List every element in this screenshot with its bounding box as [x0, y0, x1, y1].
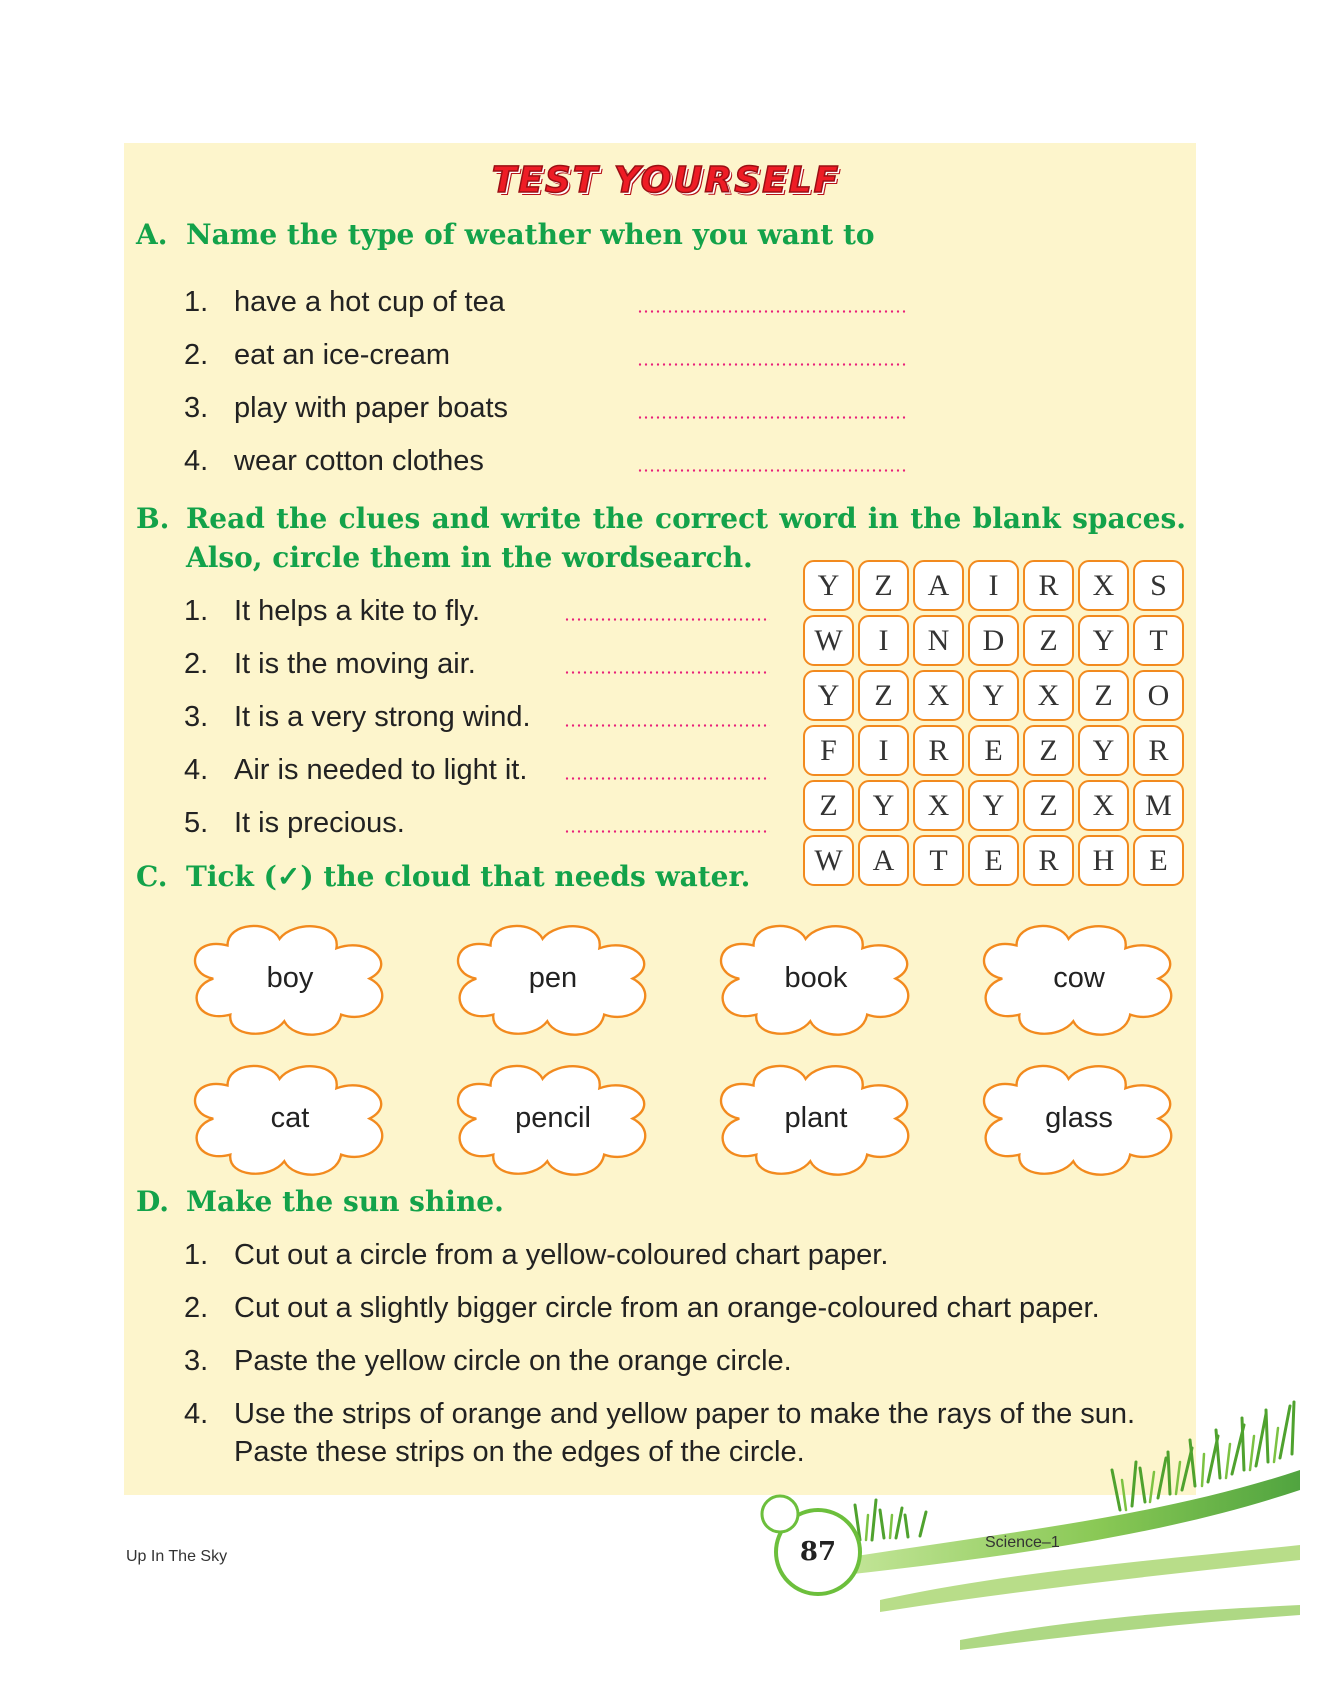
wordsearch-cell[interactable]: R — [913, 725, 964, 776]
section-c-heading-text: Tick (✓) the cloud that needs water. — [186, 860, 751, 893]
section-d-heading-text: Make the sun shine. — [186, 1185, 504, 1218]
cloud-word: glass — [1045, 1101, 1113, 1134]
item-number: 1. — [184, 286, 209, 318]
wordsearch-cell[interactable]: S — [1133, 560, 1184, 611]
item-text: It is precious. — [234, 807, 405, 839]
wordsearch-cell[interactable]: I — [858, 725, 909, 776]
item-number: 3. — [184, 701, 209, 733]
item-text: have a hot cup of tea — [234, 286, 505, 318]
wordsearch-cell[interactable]: A — [913, 560, 964, 611]
cloud-word: cat — [270, 1101, 310, 1134]
wordsearch-cell[interactable]: F — [803, 725, 854, 776]
section-a-letter: A. — [136, 218, 168, 251]
wordsearch-cell[interactable]: E — [968, 835, 1019, 886]
wordsearch-cell[interactable]: Z — [858, 670, 909, 721]
item-number: 5. — [184, 807, 209, 839]
cloud-word: boy — [266, 961, 314, 994]
item-number: 4. — [184, 754, 209, 786]
wordsearch-cell[interactable]: M — [1133, 780, 1184, 831]
wordsearch-cell[interactable]: T — [1133, 615, 1184, 666]
item-text: It is a very strong wind. — [234, 701, 531, 733]
cloud-word: pen — [528, 961, 578, 994]
item-number: 1. — [184, 1239, 209, 1271]
item-number: 2. — [184, 1292, 209, 1324]
wordsearch-cell[interactable]: I — [968, 560, 1019, 611]
wordsearch-cell[interactable]: X — [913, 670, 964, 721]
item-text: Air is needed to light it. — [234, 754, 528, 786]
wordsearch-cell[interactable]: E — [1133, 835, 1184, 886]
item-text: wear cotton clothes — [234, 445, 484, 477]
section-d-step-4-line2: Paste these strips on the edges of the circle. — [234, 1436, 805, 1468]
wordsearch-cell[interactable]: Z — [803, 780, 854, 831]
item-number: 4. — [184, 445, 209, 477]
item-text: It is the moving air. — [234, 648, 476, 680]
item-number: 4. — [184, 1398, 209, 1430]
item-text: It helps a kite to fly. — [234, 595, 481, 627]
wordsearch-cell[interactable]: Z — [1023, 725, 1074, 776]
book-name: Science–1 — [985, 1534, 1060, 1551]
item-number: 2. — [184, 339, 209, 371]
item-number: 1. — [184, 595, 209, 627]
wordsearch-cell[interactable]: Y — [803, 560, 854, 611]
item-number: 3. — [184, 392, 209, 424]
wordsearch-cell[interactable]: W — [803, 835, 854, 886]
item-text: eat an ice-cream — [234, 339, 450, 371]
section-b-heading-text: Read the clues and write the correct word in the blank spaces. — [186, 502, 1186, 535]
item-text: Cut out a circle from a yellow-coloured chart paper. — [234, 1239, 889, 1271]
wordsearch-cell[interactable]: X — [1078, 780, 1129, 831]
item-text: Use the strips of orange and yellow paper to make the rays of the sun. — [234, 1398, 1136, 1430]
wordsearch-cell[interactable]: Y — [968, 670, 1019, 721]
wordsearch-cell[interactable]: Y — [968, 780, 1019, 831]
item-number: 3. — [184, 1345, 209, 1377]
section-a-heading-text: Name the type of weather when you want to — [186, 218, 875, 251]
wordsearch-cell[interactable]: Z — [1078, 670, 1129, 721]
wordsearch-cell[interactable]: I — [858, 615, 909, 666]
chapter-name: Up In The Sky — [126, 1548, 228, 1565]
cloud-word: cow — [1053, 961, 1105, 994]
wordsearch-cell[interactable]: E — [968, 725, 1019, 776]
wordsearch-cell[interactable]: X — [1023, 670, 1074, 721]
wordsearch-cell[interactable]: Y — [858, 780, 909, 831]
wordsearch-cell[interactable]: Y — [1078, 725, 1129, 776]
wordsearch-cell[interactable]: R — [1023, 560, 1074, 611]
item-text: Cut out a slightly bigger circle from an orange-coloured chart paper. — [234, 1292, 1100, 1324]
item-text: Paste the yellow circle on the orange circle. — [234, 1345, 792, 1377]
wordsearch-cell[interactable]: W — [803, 615, 854, 666]
wordsearch-cell[interactable]: Z — [858, 560, 909, 611]
page-title: TEST YOURSELF — [491, 160, 841, 201]
item-text: play with paper boats — [234, 392, 509, 424]
wordsearch-cell[interactable]: N — [913, 615, 964, 666]
section-b-letter: B. — [136, 502, 170, 535]
wordsearch-cell[interactable]: X — [1078, 560, 1129, 611]
wordsearch-cell[interactable]: O — [1133, 670, 1184, 721]
wordsearch-cell[interactable]: X — [913, 780, 964, 831]
section-d-letter: D. — [136, 1185, 170, 1218]
wordsearch-cell[interactable]: Z — [1023, 615, 1074, 666]
wordsearch-cell[interactable]: D — [968, 615, 1019, 666]
wordsearch-cell[interactable]: H — [1078, 835, 1129, 886]
cloud-word: plant — [784, 1101, 848, 1134]
wordsearch-cell[interactable]: T — [913, 835, 964, 886]
wordsearch-cell[interactable]: R — [1023, 835, 1074, 886]
page-number: 87 — [799, 1537, 837, 1567]
section-c-letter: C. — [136, 860, 168, 893]
item-number: 2. — [184, 648, 209, 680]
wordsearch-cell[interactable]: Z — [1023, 780, 1074, 831]
wordsearch-cell[interactable]: R — [1133, 725, 1184, 776]
cloud-word: book — [784, 961, 848, 994]
cloud-word: pencil — [515, 1101, 591, 1134]
section-b-heading-line2: Also, circle them in the wordsearch. — [186, 541, 753, 574]
wordsearch-cell[interactable]: A — [858, 835, 909, 886]
wordsearch-cell[interactable]: Y — [1078, 615, 1129, 666]
wordsearch-cell[interactable]: Y — [803, 670, 854, 721]
